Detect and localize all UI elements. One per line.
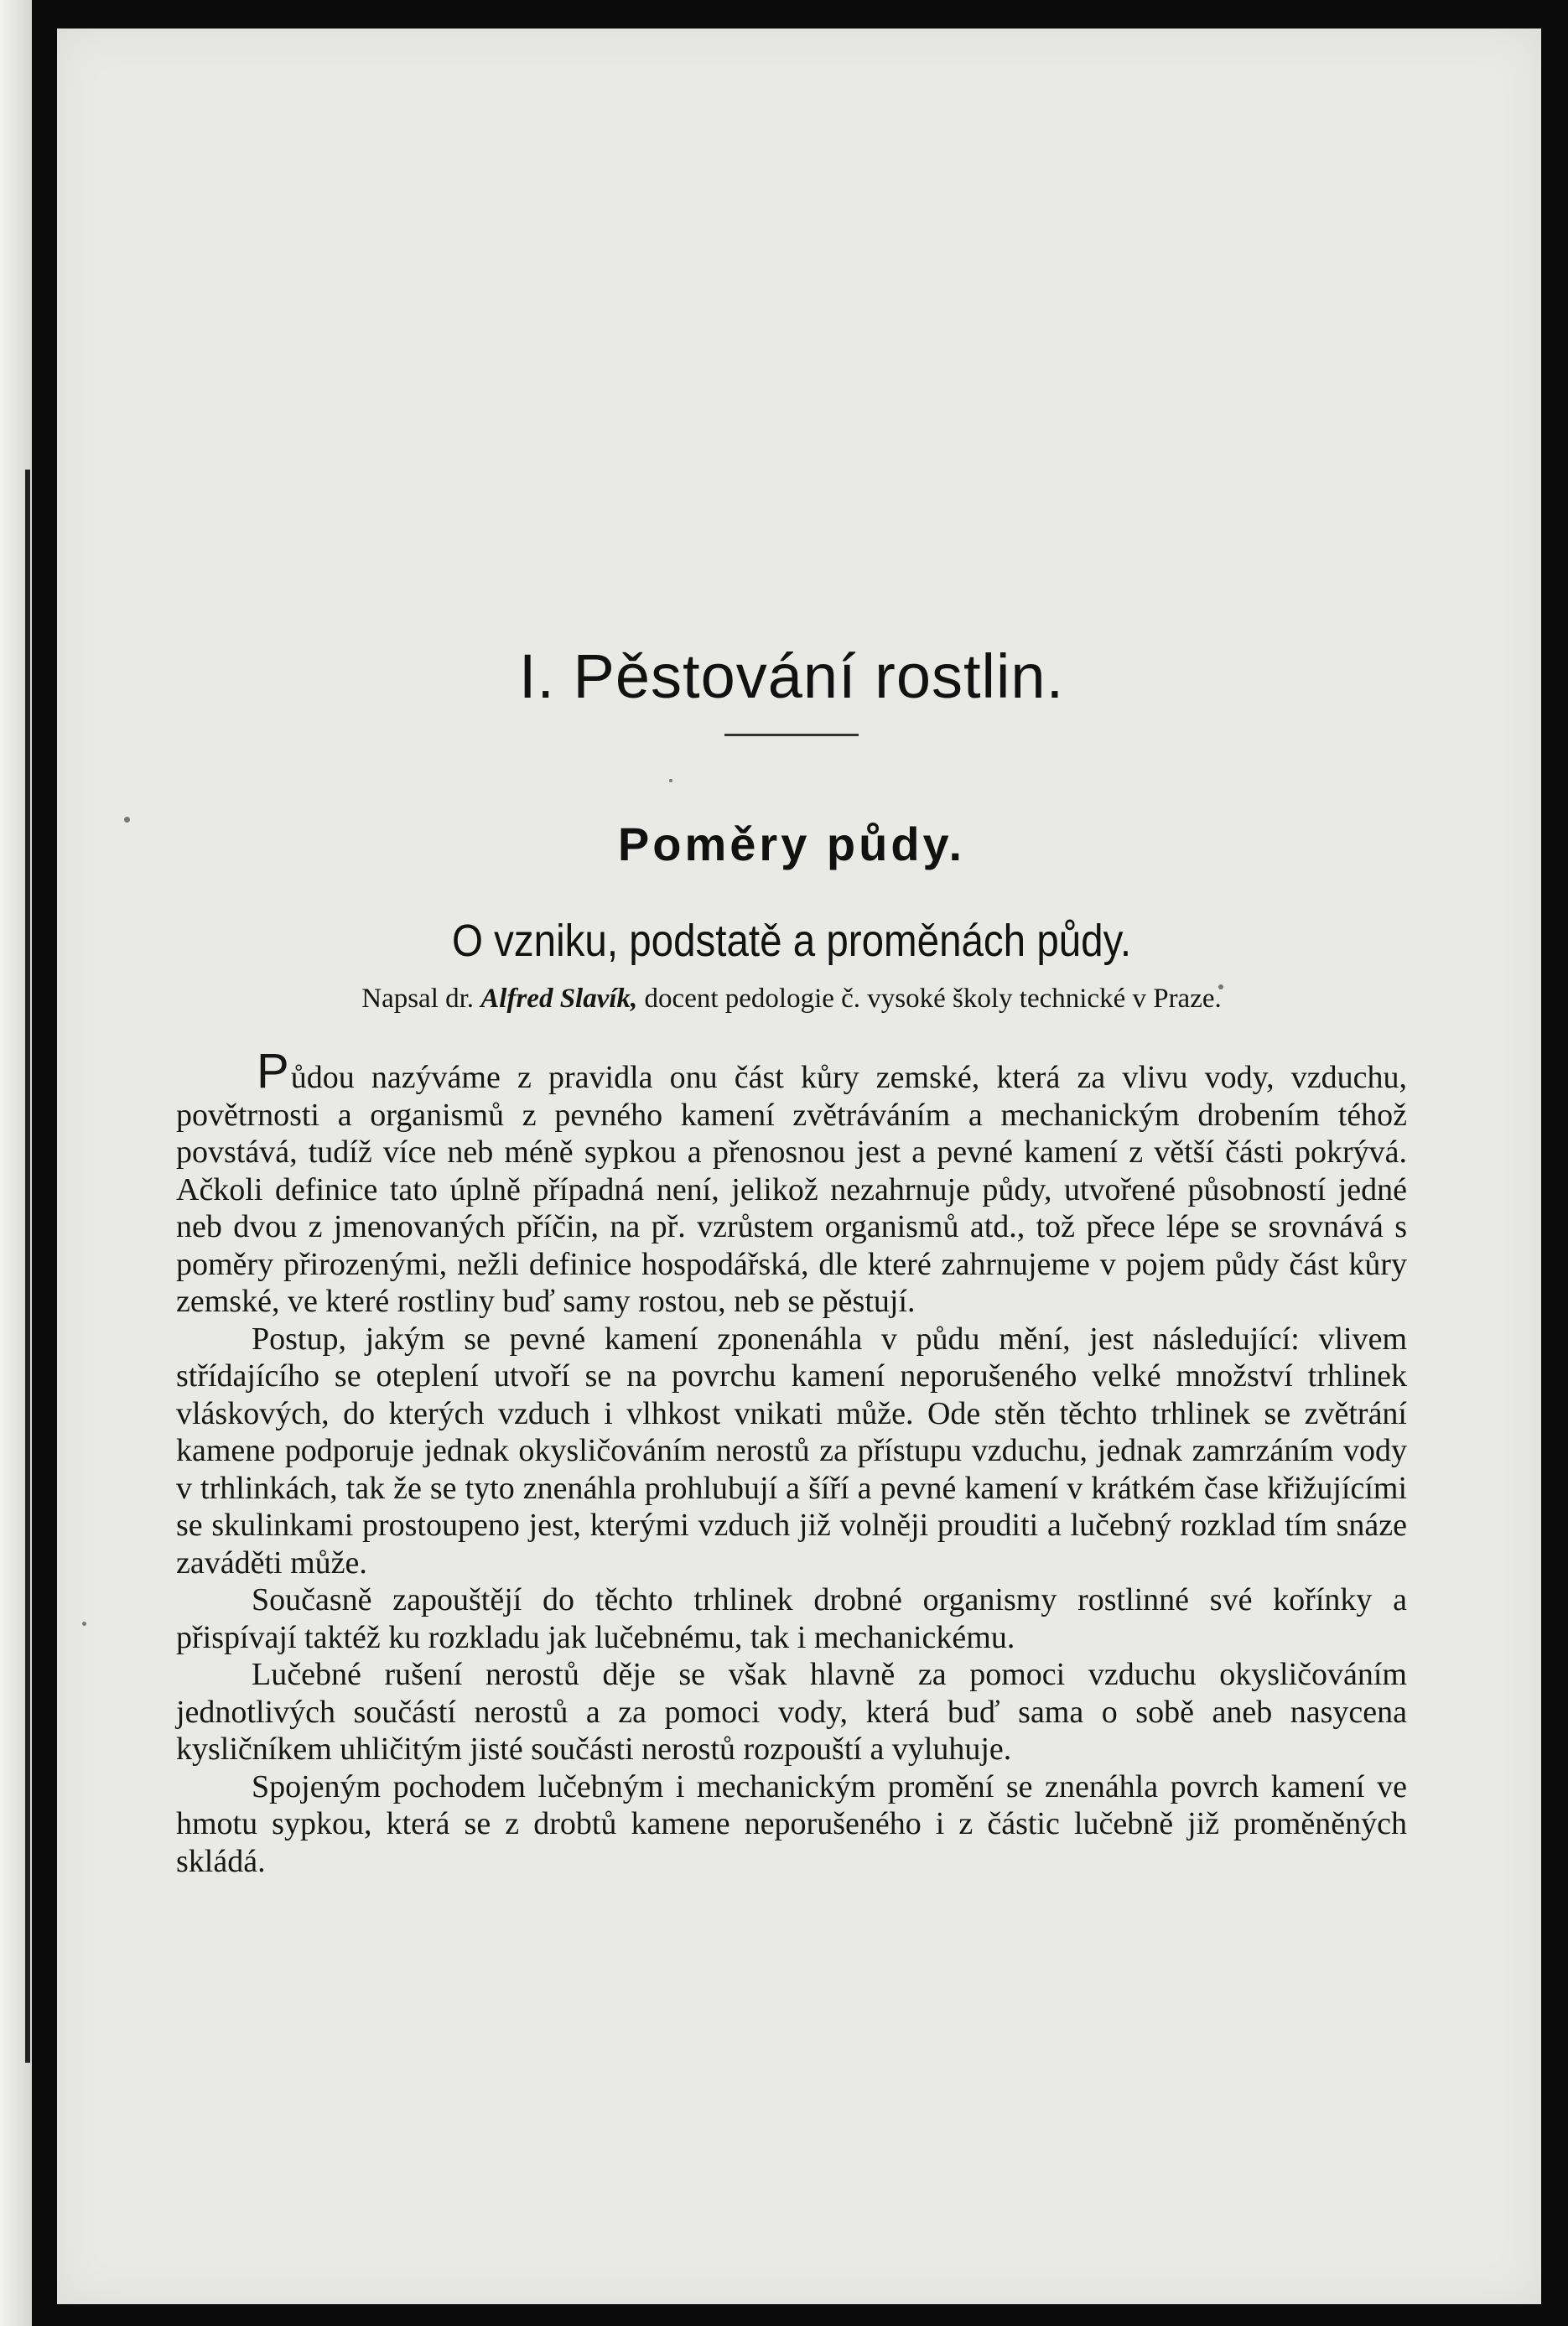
article-title: O vzniku, podstatě a proměnách půdy. xyxy=(451,916,1132,966)
scan-binding-edge xyxy=(0,0,32,2326)
paragraph-2: Postup, jakým se pevné kamení zponenáhla v půdu mění, jest následující: vlivem střídajícího se oteplení utvoří se na povrchu kamení neporušeného velké množství trhlinek vláskových, do kterých vzduch i vlhkost vnikati může. Ode stěn těchto trhlinek se zvětrání kamene podporuje jednak okysličováním nerostů za přístupu vzduchu, jednak zamrzáním vody v trhlinkách, tak že se tyto znenáhla prohlubují a šíří a pevné kamení v krátkém čase křižujícími se skulinkami prostoupeno jest, kterými vzduch již volněji prouditi a lučebný rozklad tím snáze zaváděti může. xyxy=(176,1321,1407,1581)
section-title: I. Pěstování rostlin. xyxy=(518,641,1065,711)
byline xyxy=(176,984,1407,1015)
page-content xyxy=(176,641,1407,1880)
paragraph-5: Spojeným pochodem lučebným i mechanickým promění se znenáhla povrch kamení ve hmotu sypkou, která se z drobtů kamene neporušeného i z částic lučebně již proměněných skládá. xyxy=(176,1768,1407,1879)
paragraph-3: Současně zapouštějí do těchto trhlinek drobné organismy rostlinné své kořínky a přispívají taktéž ku rozkladu jak lučebnému, tak i mechanickému. xyxy=(176,1582,1407,1655)
byline-prefix: Napsal dr. xyxy=(361,984,481,1014)
byline-suffix: docent pedologie č. vysoké školy technické v Praze. xyxy=(637,984,1222,1014)
drop-cap: P xyxy=(257,1044,289,1098)
scan-speck xyxy=(82,1622,86,1626)
chapter-title: Poměry půdy. xyxy=(617,818,966,870)
title-divider xyxy=(724,734,859,736)
paragraph-1-text: ůdou nazýváme z pravidla onu část kůry zemské, která za vlivu vody, vzduchu, povětrnosti a organismů z pevného kamení zvětráváním a mechanickým drobením téhož povstává, tudíž více neb méně sypkou a přenosnou jest a pevné kamení z větší části pokrývá. Ačkoli definice tato úplně případná není, jelikož nezahrnuje půdy, utvořené působností jedné neb dvou z jmenovaných příčin, na př. vzrůstem organismů atd., tož přece lépe se srovnává s poměry přirozenými, nežli definice hospodářská, dle které zahrnujeme v pojem půdy část kůry zemské, ve které rostliny buď samy rostou, neb se pěstují. xyxy=(176,1060,1407,1319)
scan-speck xyxy=(124,817,130,823)
book-page xyxy=(57,29,1541,2304)
article-body xyxy=(176,1044,1407,1880)
paragraph-4: Lučebné rušení nerostů děje se však hlavně za pomoci vzduchu okysličováním jednotlivých součástí nerostů a za pomoci vody, která buď sama o sobě aneb nasycena kysličníkem uhličitým jisté součásti nerostů rozpouští a vyluhuje. xyxy=(176,1657,1407,1767)
byline-author: Alfred Slavík, xyxy=(480,984,638,1014)
paragraph-1 xyxy=(176,1044,1407,1321)
